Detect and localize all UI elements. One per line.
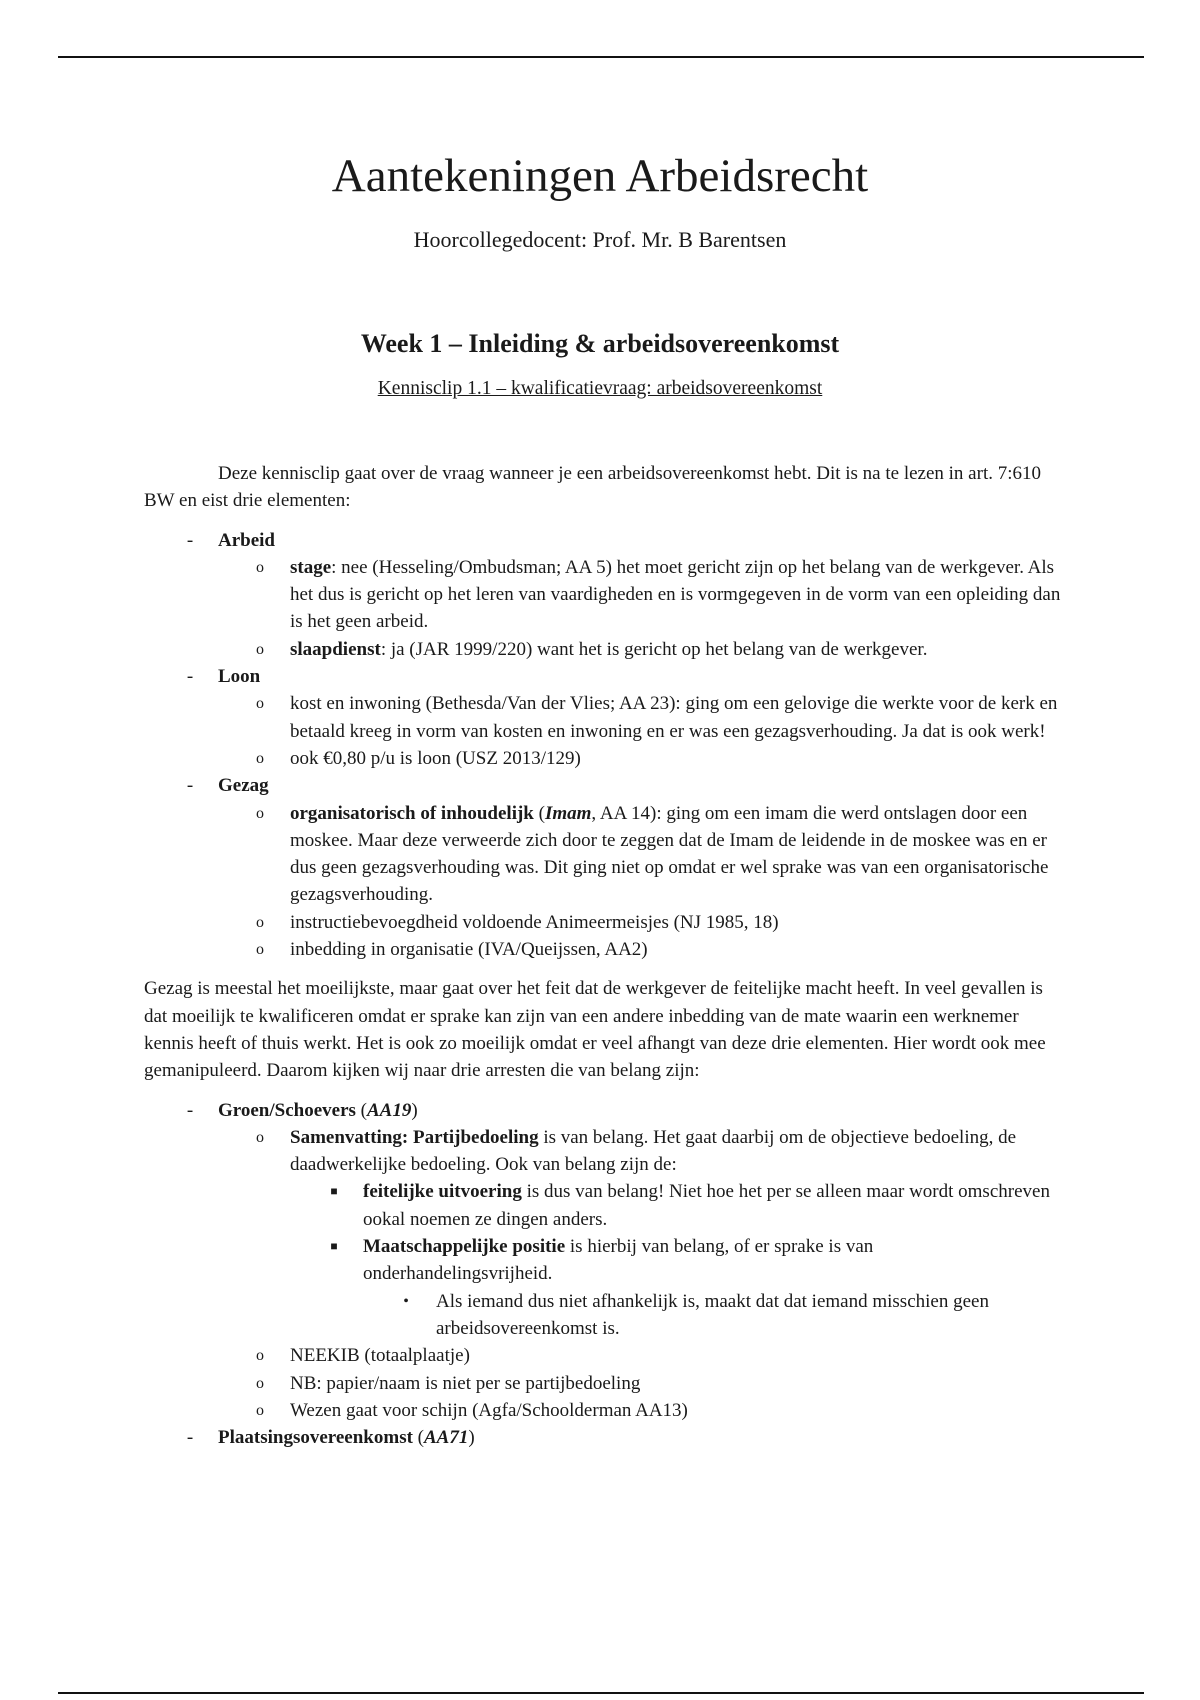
term: stage: [290, 556, 332, 578]
term: feitelijke uitvoering: [363, 1181, 522, 1203]
paren: (: [533, 802, 545, 824]
top-rule: [58, 56, 1144, 58]
list-item-nb: [144, 1370, 1064, 1397]
list-item-gezag: [144, 772, 1064, 799]
case-label: Groen/Schoevers: [218, 1099, 356, 1121]
item-text: is dus van belang! Niet hoe het per se alleen maar wordt omschreven ookal noemen ze dingen anders.: [363, 1181, 1050, 1230]
list-item-wezen: [144, 1397, 1064, 1424]
case-name: Imam: [544, 802, 592, 824]
dash-marker: -: [186, 1427, 194, 1449]
item-text: instructiebevoegdheid voldoende Animeermeisjes (NJ 1985, 18): [290, 911, 779, 933]
paren: ): [411, 1099, 418, 1121]
item-text: : ja (JAR 1999/220) want het is gericht op het belang van de werkgever.: [380, 638, 928, 660]
circle-marker: o: [256, 1374, 264, 1392]
item-text: inbedding in organisatie (IVA/Queijssen, AA2): [290, 939, 648, 961]
circle-marker: o: [256, 941, 264, 959]
element-label: Gezag: [218, 775, 269, 797]
dash-marker: -: [186, 1099, 194, 1121]
list-item-kost-inwoning: [144, 690, 1064, 745]
circle-marker: o: [256, 695, 264, 713]
circle-marker: o: [256, 1128, 264, 1146]
circle-marker: o: [256, 558, 264, 576]
list-item-instructie: [144, 909, 1064, 936]
document-body: [144, 460, 1064, 1451]
item-text: Als iemand dus niet afhankelijk is, maakt dat dat iemand misschien geen arbeidsovereenkomst is.: [436, 1290, 989, 1339]
document-title: Aantekeningen Arbeidsrecht: [331, 150, 869, 202]
clip-heading-text: Kennisclip 1.1 – kwalificatievraag: arbeidsovereenkomst: [377, 378, 823, 399]
paren: (: [355, 1099, 367, 1121]
item-text: , AA 14): ging om een imam die werd ontslagen door een moskee. Maar deze verweerde zich door te zeggen dat de Imam de leidende in de moskee was en er dus geen gezagsverhouding was. Dit ging niet op omdat er wel sprake was van een organisatorische gezagsverhouding.: [290, 802, 1049, 906]
item-text: NB: papier/naam is niet per se partijbedoeling: [290, 1372, 641, 1394]
circle-marker: o: [256, 913, 264, 931]
dash-marker: -: [186, 666, 194, 688]
list-item-feitelijke-uitvoering: [144, 1178, 1064, 1233]
list-item-groen-schoevers: [144, 1097, 1064, 1124]
case-label: Plaatsingsovereenkomst: [218, 1427, 413, 1449]
circle-marker: o: [256, 1401, 264, 1419]
arresten-list: [144, 1097, 1064, 1452]
list-item-inbedding: [144, 936, 1064, 963]
item-text: kost en inwoning (Bethesda/Van der Vlies; AA 23): ging om een gelovige die werkte voor de kerk en betaald kreeg in vorm van kosten en inwoning en er was een gezagsverhouding. Ja dat is ook werk!: [290, 693, 1058, 742]
item-text: NEEKIB (totaalplaatje): [290, 1345, 470, 1367]
elements-list: [144, 527, 1064, 964]
gezag-paragraph: Gezag is meestal het moeilijkste, maar gaat over het feit dat de werkgever de feitelijke macht heeft. In veel gevallen is dat moeilijk te kwalificeren omdat er sprake kan zijn van een andere inbedding van de mate waarin een werknemer kennis heeft of thuis werkt. Het is ook zo moeilijk omdat er veel afhangt van deze drie elementen. Hier wordt ook mee gemanipuleerd. Daarom kijken wij naar drie arresten die van belang zijn:: [144, 978, 1046, 1082]
list-item-stage: [144, 554, 1064, 636]
dash-marker: -: [186, 529, 194, 551]
paren: (: [412, 1427, 424, 1449]
square-marker: ■: [330, 1239, 338, 1254]
list-item-loon: [144, 663, 1064, 690]
item-text: : nee (Hesseling/Ombudsman; AA 5) het moet gericht zijn op het belang van de werkgever. Als het dus is gericht op het leren van vaardigheden en is vormgegeven in de vorm van een opleiding dan is het geen arbeid.: [290, 556, 1061, 633]
item-text: ook €0,80 p/u is loon (USZ 2013/129): [290, 747, 581, 769]
intro-paragraph: Deze kennisclip gaat over de vraag wanneer je een arbeidsovereenkomst hebt. Dit is na te lezen in art. 7:610 BW en eist drie elementen:: [144, 463, 1042, 512]
circle-marker: o: [256, 1347, 264, 1365]
circle-marker: o: [256, 640, 264, 658]
list-item-afhankelijk: [144, 1288, 1064, 1343]
item-text: Wezen gaat voor schijn (Agfa/Schoolderman AA13): [290, 1399, 688, 1421]
week-heading: Week 1 – Inleiding & arbeidsovereenkomst: [360, 329, 840, 358]
list-item-samenvatting: [144, 1124, 1064, 1179]
item-text: is hierbij van belang, of er sprake is van onderhandelingsvrijheid.: [363, 1236, 874, 1285]
list-item-plaatsingsovereenkomst: [144, 1424, 1064, 1451]
bottom-rule: [58, 1692, 1144, 1694]
case-ref: AA71: [424, 1427, 469, 1449]
list-item-maatschappelijke-positie: [144, 1233, 1064, 1288]
list-item-organisatorisch: [144, 800, 1064, 909]
list-item-neekib: [144, 1342, 1064, 1369]
list-item-loon-usz: [144, 745, 1064, 772]
item-text: is van belang. Het gaat daarbij om de objectieve bedoeling, de daadwerkelijke bedoeling. Ook van belang zijn de:: [290, 1126, 1017, 1176]
list-item-slaapdienst: [144, 636, 1064, 663]
clip-heading: [0, 376, 1200, 402]
term: Maatschappelijke positie: [363, 1236, 566, 1258]
lecturer-line: Hoorcollegedocent: Prof. Mr. B Barentsen: [413, 227, 787, 252]
bullet-marker: •: [403, 1292, 409, 1310]
element-label: Arbeid: [218, 529, 275, 551]
square-marker: ■: [330, 1184, 338, 1199]
circle-marker: o: [256, 804, 264, 822]
element-label: Loon: [218, 666, 261, 688]
case-ref: AA19: [367, 1099, 412, 1121]
list-item-arbeid: [144, 527, 1064, 554]
term: slaapdienst: [290, 638, 381, 660]
circle-marker: o: [256, 749, 264, 767]
paren: ): [468, 1427, 475, 1449]
dash-marker: -: [186, 775, 194, 797]
term: organisatorisch of inhoudelijk: [290, 802, 534, 824]
term: Samenvatting: Partijbedoeling: [290, 1126, 539, 1148]
